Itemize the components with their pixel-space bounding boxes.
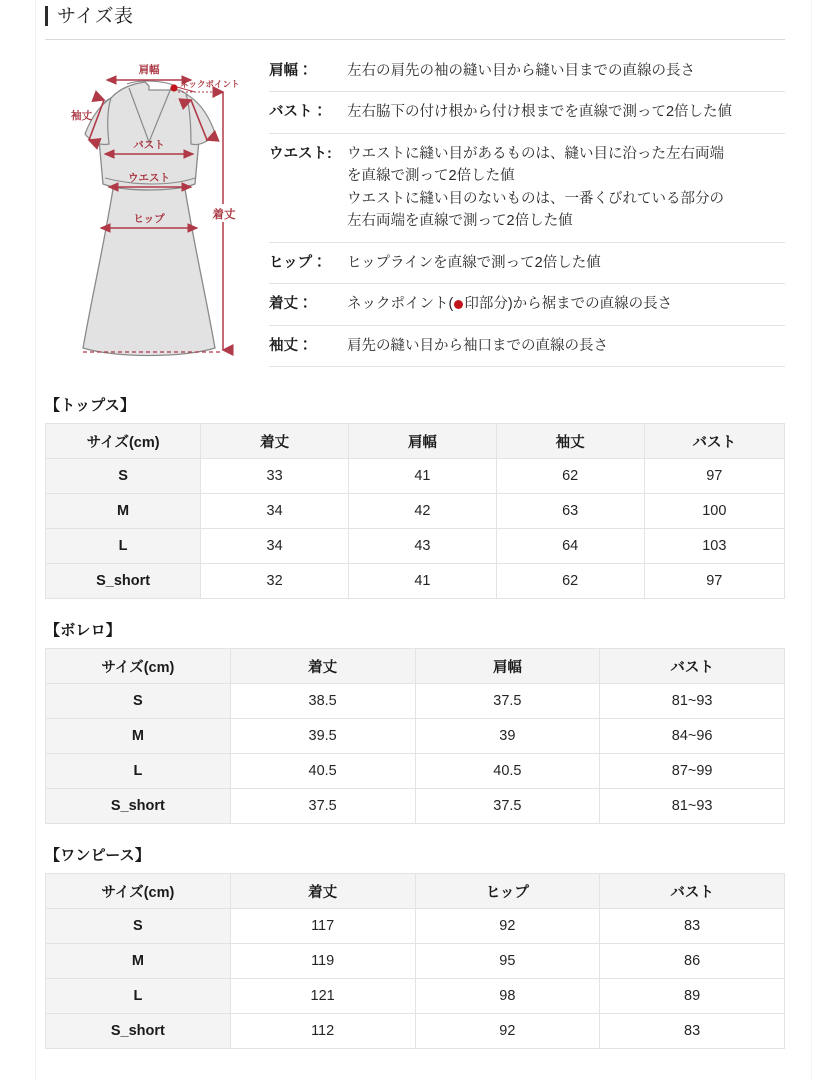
definition-description [347, 60, 785, 82]
size-label-cell: S [46, 909, 231, 944]
definition-row [269, 92, 785, 133]
table-row [46, 979, 785, 1014]
definition-term: 着丈： [269, 296, 313, 313]
column-header: バスト [600, 649, 785, 684]
size-table [45, 423, 785, 599]
definition-description [347, 252, 785, 274]
measurement-cell: 97 [644, 459, 784, 494]
page-edge-right [811, 0, 812, 1080]
measurement-cell: 119 [230, 944, 415, 979]
measurement-cell: 87~99 [600, 754, 785, 789]
definition-term: バスト： [269, 104, 327, 121]
size-label-cell: L [46, 754, 231, 789]
measurement-cell: 38.5 [230, 684, 415, 719]
size-label-cell: L [46, 529, 201, 564]
table-row [46, 529, 785, 564]
measurement-cell: 63 [496, 494, 644, 529]
column-header: ヒップ [415, 874, 600, 909]
diagram-label-shoulder: 肩幅 [138, 64, 160, 76]
title-accent-bar [45, 6, 48, 26]
measurement-cell: 40.5 [230, 754, 415, 789]
table-header-row [46, 424, 785, 459]
size-label-cell: M [46, 944, 231, 979]
table-section-heading: 【ワンピース】 [45, 847, 151, 864]
column-header: 肩幅 [415, 649, 600, 684]
column-header: 肩幅 [348, 424, 496, 459]
measurement-cell: 112 [230, 1014, 415, 1049]
table-row [46, 719, 785, 754]
measurement-cell: 40.5 [415, 754, 600, 789]
measurement-guide [45, 40, 785, 374]
measurement-cell: 37.5 [415, 684, 600, 719]
table-section-heading: 【ボレロ】 [45, 622, 122, 639]
measurement-cell: 83 [600, 1014, 785, 1049]
measurement-cell: 41 [348, 459, 496, 494]
measurement-cell: 62 [496, 459, 644, 494]
size-label-cell: M [46, 494, 201, 529]
size-label-cell: M [46, 719, 231, 754]
column-header: サイズ(cm) [46, 424, 201, 459]
measurement-cell: 98 [415, 979, 600, 1014]
diagram-label-length: 着丈 [212, 209, 236, 221]
definition-line: ヒップラインを直線で測って2倍した値 [347, 254, 601, 271]
diagram-label-hip: ヒップ [133, 213, 165, 225]
measurement-cell: 103 [644, 529, 784, 564]
table-row [46, 494, 785, 529]
measurement-cell: 39.5 [230, 719, 415, 754]
measurement-cell: 100 [644, 494, 784, 529]
page-edge-left [35, 0, 36, 1080]
measurement-cell: 34 [201, 494, 349, 529]
size-tables-container [45, 394, 785, 1049]
definition-line: 肩先の縫い目から袖口までの直線の長さ [347, 337, 608, 354]
measurement-cell: 37.5 [230, 789, 415, 824]
measurement-definitions [263, 54, 785, 367]
definition-description [347, 335, 785, 357]
table-row [46, 754, 785, 789]
size-label-cell: S_short [46, 1014, 231, 1049]
table-section-heading: 【トップス】 [45, 397, 136, 414]
measurement-cell: 97 [644, 564, 784, 599]
definition-row [269, 284, 785, 325]
page-title-label: サイズ表 [57, 5, 134, 27]
measurement-cell: 33 [201, 459, 349, 494]
column-header: サイズ(cm) [46, 874, 231, 909]
table-row [46, 684, 785, 719]
table-row [46, 1014, 785, 1049]
measurement-cell: 121 [230, 979, 415, 1014]
table-header-row [46, 874, 785, 909]
table-row [46, 944, 785, 979]
column-header: 着丈 [230, 649, 415, 684]
measurement-cell: 81~93 [600, 789, 785, 824]
column-header: 袖丈 [496, 424, 644, 459]
column-header: バスト [644, 424, 784, 459]
measurement-cell: 62 [496, 564, 644, 599]
definition-line: ウエストに縫い目があるものは、縫い目に沿った左右両端 [347, 145, 724, 162]
size-label-cell: S [46, 459, 201, 494]
measurement-cell: 34 [201, 529, 349, 564]
definition-term: 肩幅： [269, 63, 313, 79]
size-label-cell: S_short [46, 564, 201, 599]
definition-row [269, 134, 785, 243]
measurement-cell: 81~93 [600, 684, 785, 719]
definition-line: ネックポイント( 印部分)から裾までの直線の長さ [347, 296, 673, 313]
column-header: バスト [600, 874, 785, 909]
measurement-cell: 92 [415, 1014, 600, 1049]
measurement-cell: 92 [415, 909, 600, 944]
definition-row [269, 326, 785, 367]
diagram-label-sleeve: 袖丈 [71, 110, 92, 122]
measurement-cell: 43 [348, 529, 496, 564]
definition-term: 袖丈： [269, 337, 313, 354]
table-row [46, 909, 785, 944]
definition-line: 左右の肩先の袖の縫い目から縫い目までの直線の長さ [347, 63, 695, 79]
measurement-cell: 84~96 [600, 719, 785, 754]
table-header-row [46, 649, 785, 684]
column-header: 着丈 [230, 874, 415, 909]
neck-point-marker [170, 84, 177, 91]
definition-line: 左右脇下の付け根から付け根までを直線で測って2倍した値 [347, 104, 733, 121]
definition-line: ウエストに縫い目のないものは、一番くびれている部分の [347, 190, 724, 207]
definition-line: を直線で測って2倍した値 [347, 168, 515, 185]
measurement-cell: 95 [415, 944, 600, 979]
measurement-cell: 117 [230, 909, 415, 944]
measurement-cell: 37.5 [415, 789, 600, 824]
measurement-cell: 89 [600, 979, 785, 1014]
dress-diagram-svg [45, 56, 263, 374]
column-header: サイズ(cm) [46, 649, 231, 684]
diagram-label-bust: バスト [133, 139, 165, 151]
definition-term: ウエスト: [269, 145, 332, 162]
measurement-cell: 32 [201, 564, 349, 599]
definition-description [347, 101, 785, 123]
definition-row [269, 243, 785, 284]
measurement-cell: 41 [348, 564, 496, 599]
column-header: 着丈 [201, 424, 349, 459]
page-content [45, 0, 785, 1049]
table-row [46, 564, 785, 599]
measurement-cell: 64 [496, 529, 644, 564]
definition-row [269, 58, 785, 92]
size-table [45, 648, 785, 824]
measurement-cell: 83 [600, 909, 785, 944]
definition-line: 左右両端を直線で測って2倍した値 [347, 213, 573, 230]
diagram-label-neck-point: ネックポイント [180, 79, 240, 89]
size-label-cell: S_short [46, 789, 231, 824]
diagram-label-waist: ウエスト [128, 172, 170, 184]
table-row [46, 459, 785, 494]
page-title [45, 0, 785, 30]
size-table [45, 873, 785, 1049]
size-label-cell: L [46, 979, 231, 1014]
table-row [46, 789, 785, 824]
definition-description [347, 143, 785, 233]
measurement-cell: 86 [600, 944, 785, 979]
definition-description [347, 293, 785, 315]
measurement-cell: 42 [348, 494, 496, 529]
definition-term: ヒップ： [269, 254, 327, 271]
size-label-cell: S [46, 684, 231, 719]
measurement-cell: 39 [415, 719, 600, 754]
dress-measurement-diagram [45, 54, 263, 374]
